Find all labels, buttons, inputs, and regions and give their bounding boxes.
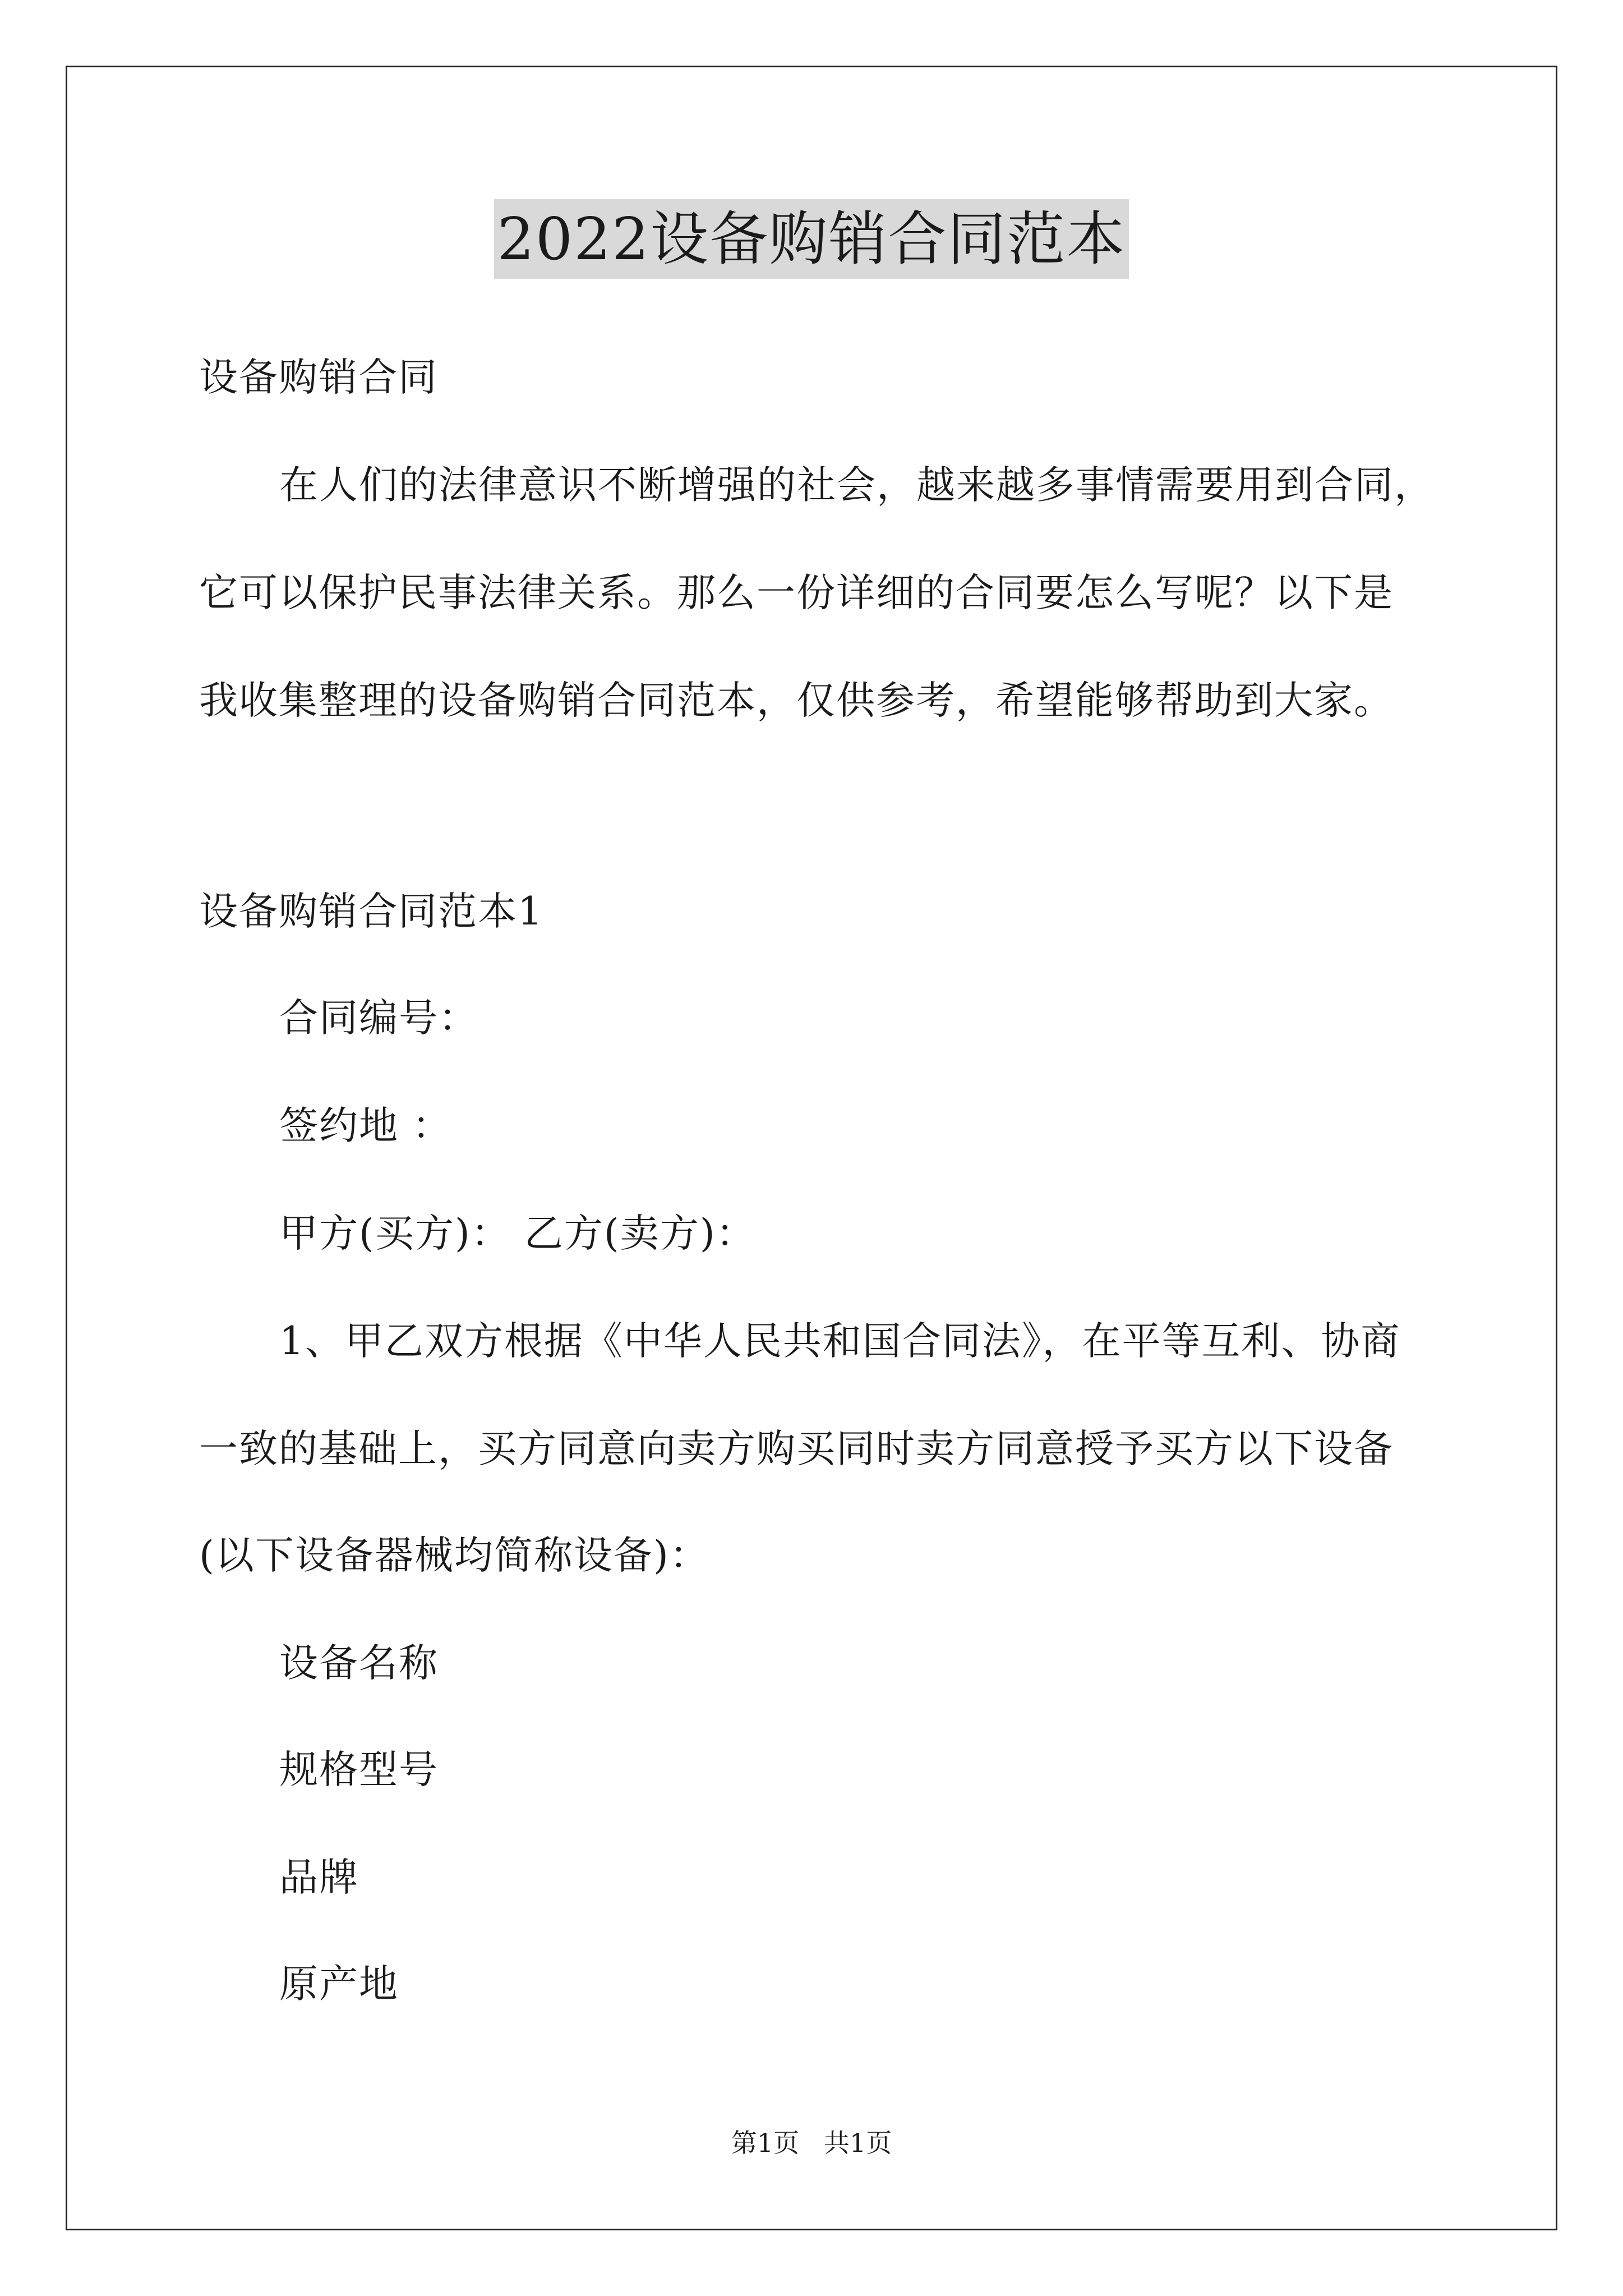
title-container xyxy=(0,199,1623,279)
item-spec-model: 规格型号 xyxy=(279,1747,439,1792)
sample-heading: 设备购销合同范本1 xyxy=(199,889,543,934)
contract-number-field: 合同编号： xyxy=(279,996,478,1041)
section-heading: 设备购销合同 xyxy=(199,355,438,400)
clause-1-line-2: 一致的基础上，买方同意向卖方购买同时卖方同意授予买方以下设备 xyxy=(199,1427,1394,1471)
clause-1-line-1: 1、甲乙双方根据《中华人民共和国合同法》，在平等互利、协商 xyxy=(279,1319,1401,1364)
intro-line-3: 我收集整理的设备购销合同范本，仅供参考，希望能够帮助到大家。 xyxy=(199,678,1394,723)
item-equipment-name: 设备名称 xyxy=(279,1641,439,1686)
clause-1-line-3: (以下设备器械均简称设备)： xyxy=(199,1533,709,1578)
parties-field: 甲方(买方)： 乙方(卖方)： xyxy=(279,1211,756,1256)
document-title: 2022设备购销合同范本 xyxy=(494,199,1129,279)
item-origin: 原产地 xyxy=(279,1962,399,2007)
item-brand: 品牌 xyxy=(279,1855,359,1900)
signing-place-field: 签约地 ： xyxy=(279,1103,452,1148)
page-number-footer: 第1页 共1页 xyxy=(731,2128,892,2158)
intro-line-1: 在人们的法律意识不断增强的社会，越来越多事情需要用到合同， xyxy=(279,463,1434,508)
intro-line-2: 它可以保护民事法律关系。那么一份详细的合同要怎么写呢？以下是 xyxy=(199,570,1394,615)
